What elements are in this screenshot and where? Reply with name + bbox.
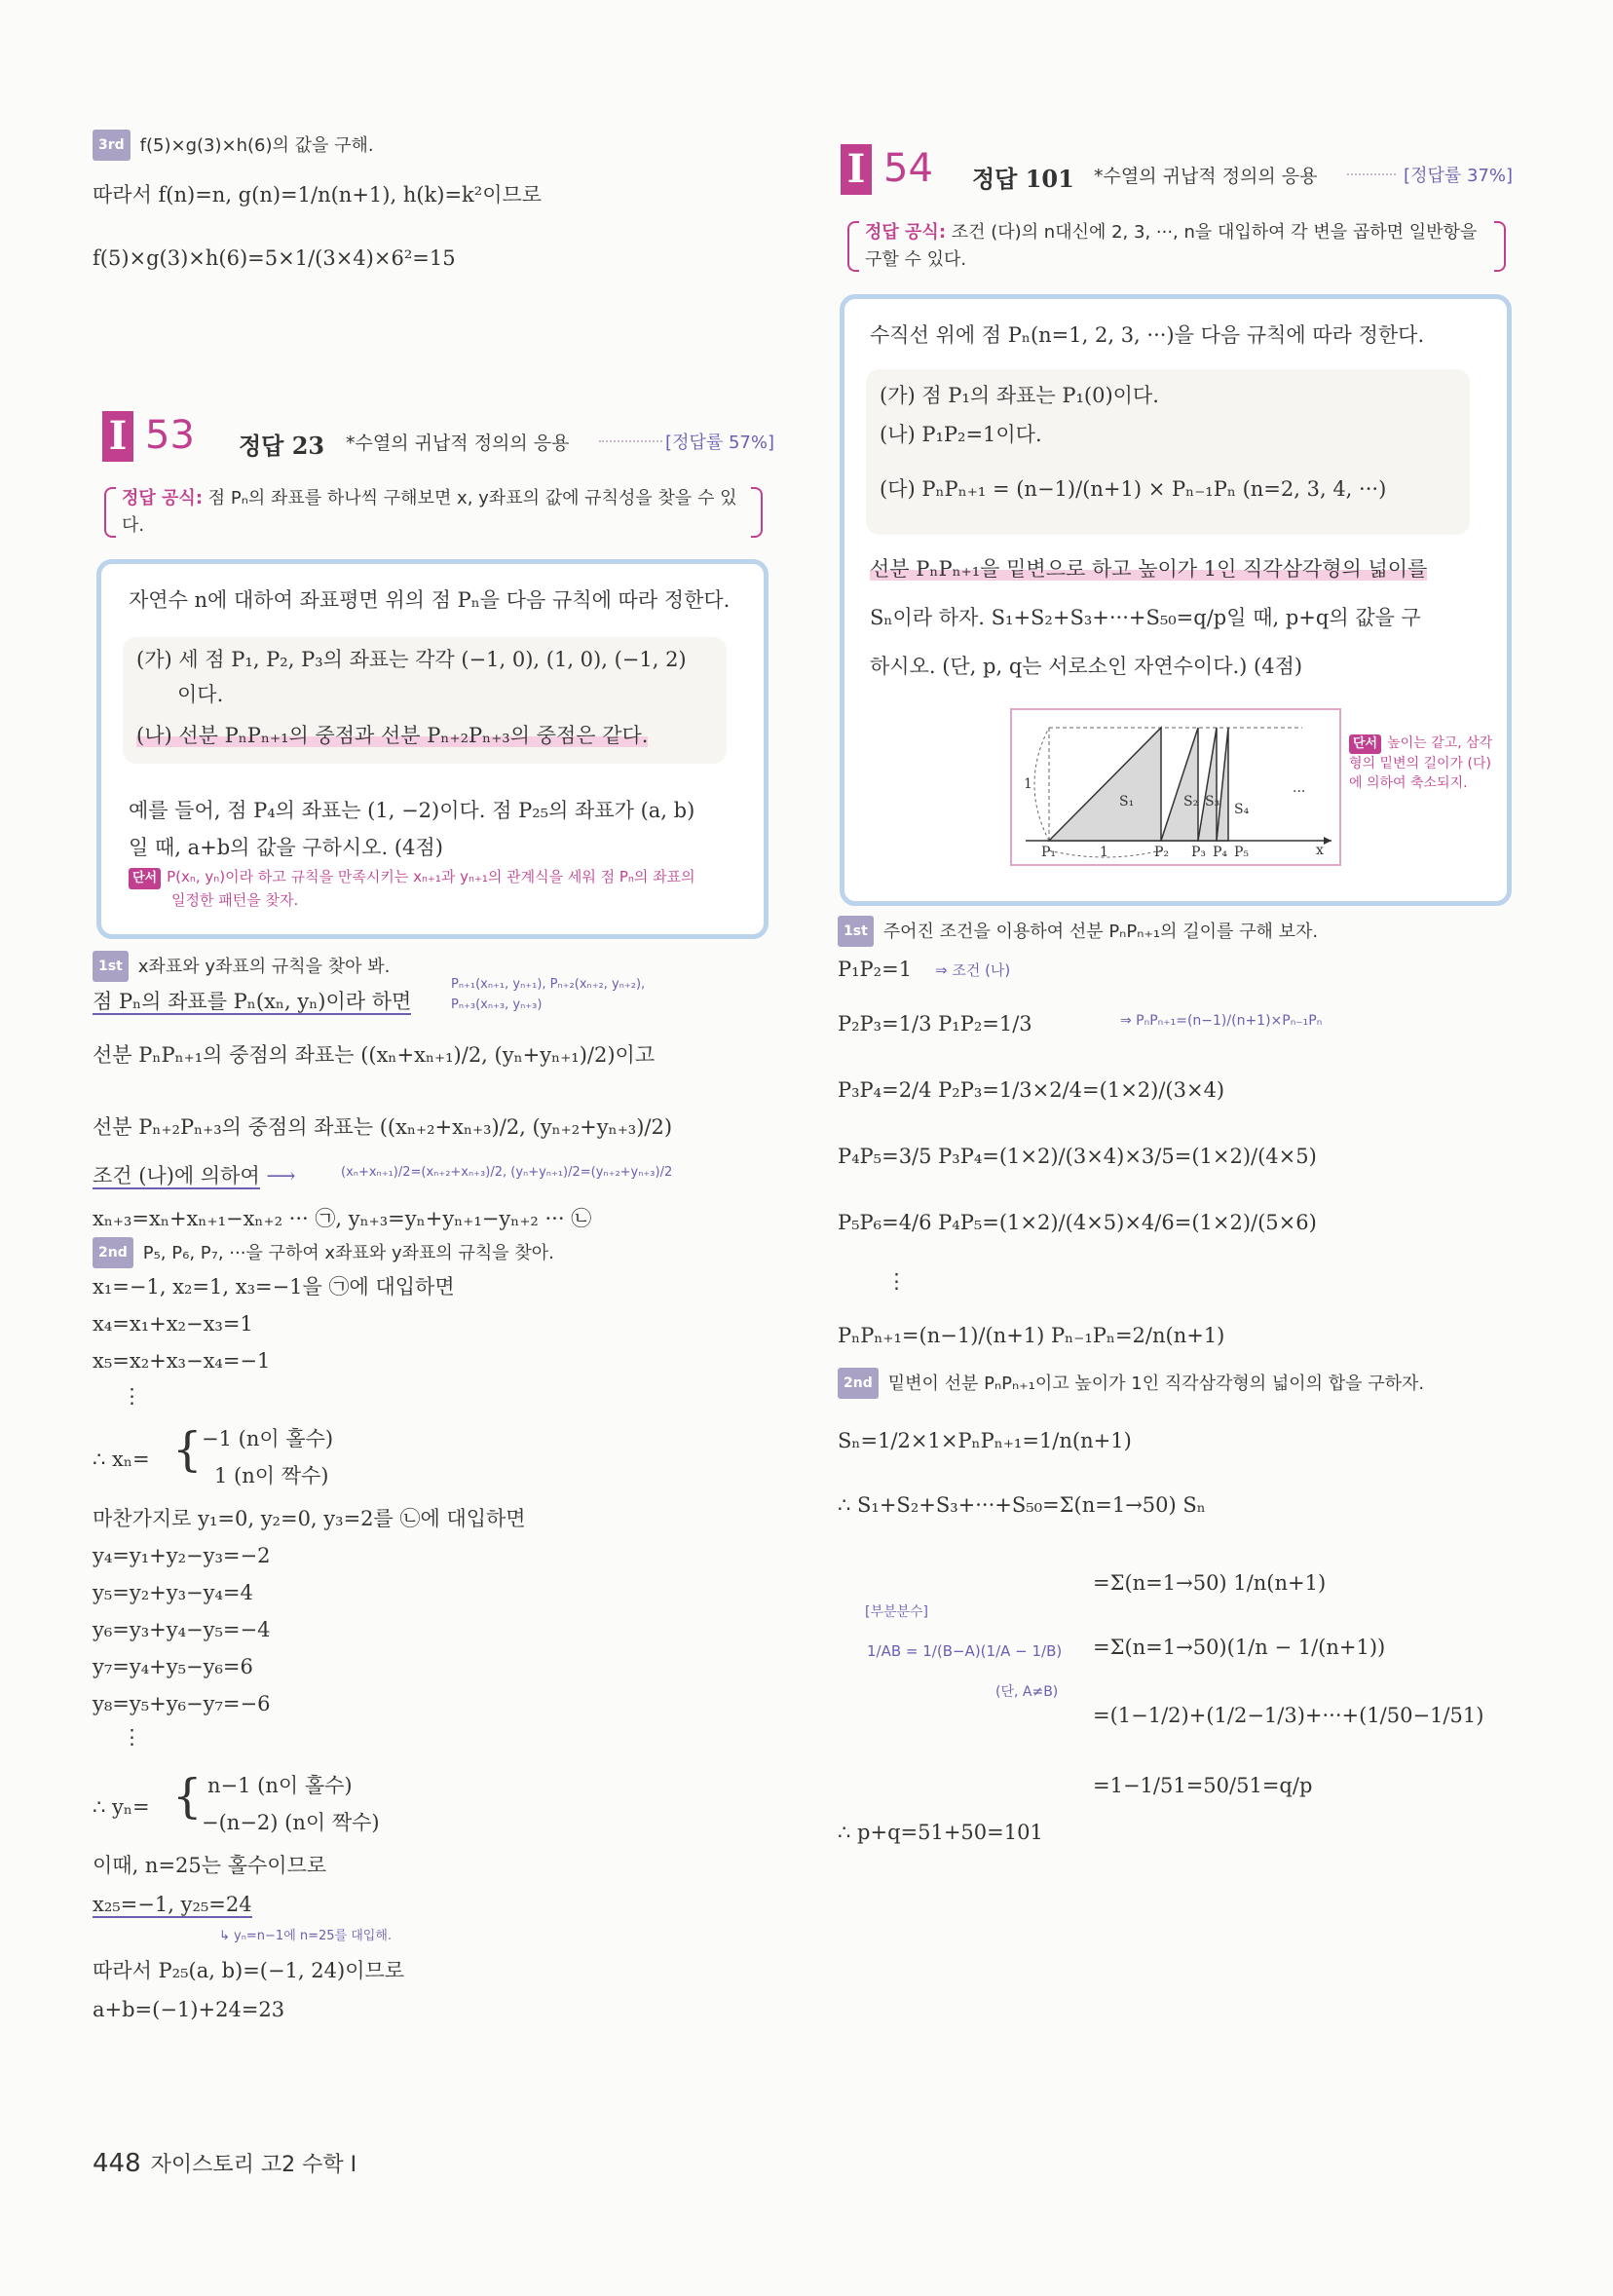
solution-line: P₁P₂=1 xyxy=(838,958,913,981)
side-note: Pₙ₊₁(xₙ₊₁, yₙ₊₁), Pₙ₊₂(xₙ₊₂, yₙ₊₂), xyxy=(451,977,646,992)
accuracy-rate: [정답률 37%] xyxy=(1404,166,1513,186)
condition-na: (나) 선분 PₙPₙ₊₁의 중점과 선분 Pₙ₊₂Pₙ₊₃의 중점은 같다. xyxy=(136,724,649,747)
accuracy-rate: [정답률 57%] xyxy=(665,433,774,453)
condition-ga: (가) 점 P₁의 좌표는 P₁(0)이다. xyxy=(880,384,1159,407)
fig-label: 1 xyxy=(1100,845,1108,860)
question-body: 일 때, a+b의 값을 구하시오. (4점) xyxy=(129,836,443,859)
bracket xyxy=(1494,221,1506,272)
problem-54-header xyxy=(841,144,1513,199)
answer-label: 정답 101 xyxy=(972,165,1074,193)
case-line: 1 (n이 짝수) xyxy=(214,1464,329,1487)
fig-label: S₄ xyxy=(1234,802,1250,817)
case-line: −1 (n이 홀수) xyxy=(202,1427,334,1450)
unit-badge: I xyxy=(841,144,872,195)
condition-ga-cont: 이다. xyxy=(177,683,224,706)
solution-line: P₃P₄=2/4 P₂P₃=1/3×2/4=(1×2)/(3×4) xyxy=(838,1078,1225,1102)
solution-line: 조건 (나)에 의하여 ⟶ xyxy=(93,1164,296,1187)
question-body: 예를 들어, 점 P₄의 좌표는 (1, −2)이다. 점 P₂₅의 좌표가 (a, b) xyxy=(129,799,695,822)
question-body: 하시오. (단, p, q는 서로소인 자연수이다.) (4점) xyxy=(870,655,1303,678)
solution-line: 마찬가지로 y₁=0, y₂=0, y₃=2를 ㉡에 대입하면 xyxy=(93,1507,526,1530)
solution-line: x₂₅=−1, y₂₅=24 xyxy=(93,1893,252,1916)
case-line: −(n−2) (n이 짝수) xyxy=(202,1811,380,1834)
solution-line: y₆=y₃+y₄−y₅=−4 xyxy=(93,1618,271,1641)
unit-badge: I xyxy=(102,411,133,462)
step-2nd: 2nd P₅, P₆, P₇, ···을 구하여 x좌표와 y좌표의 규칙을 찾아. xyxy=(93,1237,554,1268)
page-number: 448 xyxy=(93,2149,141,2178)
fig-label: ··· xyxy=(1293,784,1306,800)
solution-line: ∴ S₁+S₂+S₃+···+S₅₀=Σ(n=1→50) Sₙ xyxy=(838,1493,1206,1517)
side-note: ↳ yₙ=n−1에 n=25를 대입해. xyxy=(219,1929,393,1943)
partial-fraction-cond: (단, A≠B) xyxy=(995,1684,1059,1700)
fig-label: P₂ xyxy=(1154,845,1170,860)
solution-line: P₄P₅=3/5 P₃P₄=(1×2)/(3×4)×3/5=(1×2)/(4×5) xyxy=(838,1145,1317,1168)
side-note: (xₙ+xₙ₊₁)/2=(xₙ₊₂+xₙ₊₃)/2, (yₙ+yₙ₊₁)/2=(yₙ₊₂+yₙ₊₃)/2 xyxy=(341,1165,673,1180)
vdots: ⋮ xyxy=(122,1384,142,1408)
final-answer: a+b=(−1)+24=23 xyxy=(93,1998,285,2021)
step-1st: 1st x좌표와 y좌표의 규칙을 찾아 봐. xyxy=(93,951,390,982)
hint-tip: 단서 높이는 같고, 삼각형의 밑변의 길이가 (다)에 의하여 축소되지. xyxy=(1349,735,1493,791)
solution-line: ∴ xₙ= xyxy=(93,1448,150,1471)
solution-line: =1−1/51=50/51=q/p xyxy=(1093,1774,1313,1797)
answer-formula: 정답 공식: 조건 (다)의 n대신에 2, 3, ···, n을 대입하여 각 변을 곱하면 일반항을 구할 수 있다. xyxy=(865,219,1488,274)
problem-53-header xyxy=(102,411,774,466)
condition-da: (다) PₙPₙ₊₁ = (n−1)/(n+1) × Pₙ₋₁Pₙ (n=2, 3, 4, ···) xyxy=(880,477,1387,501)
solution-line: P₅P₆=4/6 P₄P₅=(1×2)/(4×5)×4/6=(1×2)/(5×6) xyxy=(838,1211,1317,1234)
solution-line: f(5)×g(3)×h(6)=5×1/(3×4)×6²=15 xyxy=(93,246,456,270)
figure-labels xyxy=(1010,708,1341,866)
fig-label: S₃ xyxy=(1205,794,1220,809)
dot-leader xyxy=(599,440,662,442)
dot-leader xyxy=(1347,173,1396,175)
step-3rd: 3rd f(5)×g(3)×h(6)의 값을 구해. xyxy=(93,130,374,161)
solution-line: y₈=y₅+y₆−y₇=−6 xyxy=(93,1692,271,1715)
step-2nd: 2nd 밑변이 선분 PₙPₙ₊₁이고 높이가 1인 직각삼각형의 넓이의 합을 구하자. xyxy=(838,1368,1424,1399)
topic-label: *수열의 귀납적 정의의 응용 xyxy=(1094,166,1318,187)
vdots: ⋮ xyxy=(886,1269,907,1293)
solution-line: x₁=−1, x₂=1, x₃=−1을 ㉠에 대입하면 xyxy=(93,1275,455,1299)
fig-label: S₂ xyxy=(1183,794,1199,809)
answer-formula: 정답 공식: 점 Pₙ의 좌표를 하나씩 구해보면 x, y좌표의 값에 규칙성을 찾을 수 있다. xyxy=(122,485,745,540)
hint-tip: 단서 P(xₙ, yₙ)이라 하고 규칙을 만족시키는 xₙ₊₁과 yₙ₊₁의 관계식을 세워 점 Pₙ의 좌표의 일정한 패턴을 찾자. xyxy=(129,866,752,911)
solution-line: x₅=x₂+x₃−x₄=−1 xyxy=(93,1349,271,1373)
conditions-box xyxy=(123,637,727,764)
bracket xyxy=(751,487,763,538)
fig-label: P₁ xyxy=(1041,845,1057,860)
fig-label: S₁ xyxy=(1119,794,1135,809)
question-box-54 xyxy=(840,294,1512,906)
partial-fraction-formula: 1/AB = 1/(B−A)(1/A − 1/B) xyxy=(867,1642,1063,1660)
fig-label: P₃ xyxy=(1191,845,1207,860)
solution-line: ∴ yₙ= xyxy=(93,1795,150,1819)
solution-line: y₅=y₂+y₃−y₄=4 xyxy=(93,1581,253,1604)
condition-ga: (가) 세 점 P₁, P₂, P₃의 좌표는 각각 (−1, 0), (1, 0), (−1, 2) xyxy=(136,648,687,671)
solution-line: xₙ₊₃=xₙ+xₙ₊₁−xₙ₊₂ ··· ㉠, yₙ₊₃=yₙ+yₙ₊₁−yₙ₊₂ ··· ㉡ xyxy=(93,1207,592,1230)
final-answer: ∴ p+q=51+50=101 xyxy=(838,1821,1043,1844)
solution-line: =Σ(n=1→50)(1/n − 1/(n+1)) xyxy=(1093,1636,1386,1659)
solution-line: 따라서 f(n)=n, g(n)=1/n(n+1), h(k)=k²이므로 xyxy=(93,183,543,207)
problem-number: 54 xyxy=(883,146,933,191)
solution-line: x₄=x₁+x₂−x₃=1 xyxy=(93,1312,253,1336)
fig-label: P₅ xyxy=(1234,845,1250,860)
problem-number: 53 xyxy=(145,413,195,458)
solution-line: =Σ(n=1→50) 1/n(n+1) xyxy=(1093,1571,1327,1595)
topic-label: *수열의 귀납적 정의의 응용 xyxy=(346,433,570,454)
partial-fraction-note: [부분분수] xyxy=(865,1604,929,1620)
case-line: n−1 (n이 홀수) xyxy=(207,1774,353,1797)
page-footer xyxy=(93,2148,356,2178)
bracket xyxy=(104,487,116,538)
solution-line: 선분 PₙPₙ₊₁의 중점의 좌표는 ((xₙ+xₙ₊₁)/2, (yₙ+yₙ₊₁)/2)이고 xyxy=(93,1043,656,1067)
solution-line: Sₙ=1/2×1×PₙPₙ₊₁=1/n(n+1) xyxy=(838,1429,1132,1452)
question-body: 선분 PₙPₙ₊₁을 밑변으로 하고 높이가 1인 직각삼각형의 넓이를 xyxy=(870,557,1428,581)
solution-line: 점 Pₙ의 좌표를 Pₙ(xₙ, yₙ)이라 하면 xyxy=(93,990,412,1013)
side-note: ⇒ 조건 (나) xyxy=(935,961,1011,979)
side-note: ⇒ PₙPₙ₊₁=(n−1)/(n+1)×Pₙ₋₁Pₙ xyxy=(1120,1013,1323,1029)
condition-na: (나) P₁P₂=1이다. xyxy=(880,423,1042,446)
book-title: 자이스토리 고2 수학 I xyxy=(150,2153,357,2177)
question-box-53 xyxy=(96,559,769,939)
solution-line: 선분 Pₙ₊₂Pₙ₊₃의 중점의 좌표는 ((xₙ₊₂+xₙ₊₃)/2, (yₙ₊₂+yₙ₊₃)/2) xyxy=(93,1115,673,1139)
step-1st: 1st 주어진 조건을 이용하여 선분 PₙPₙ₊₁의 길이를 구해 보자. xyxy=(838,916,1318,947)
brace: { xyxy=(172,1422,203,1477)
fig-label: P₄ xyxy=(1213,845,1228,860)
question-intro: 자연수 n에 대하여 좌표평면 위의 점 Pₙ을 다음 규칙에 따라 정한다. xyxy=(129,588,731,612)
fig-label: 1 xyxy=(1024,776,1032,792)
solution-line: y₇=y₄+y₅−y₆=6 xyxy=(93,1655,253,1678)
question-intro: 수직선 위에 점 Pₙ(n=1, 2, 3, ···)을 다음 규칙에 따라 정한다. xyxy=(870,323,1425,347)
solution-line: 이때, n=25는 홀수이므로 xyxy=(93,1854,327,1877)
answer-label: 정답 23 xyxy=(239,432,325,460)
solution-line: =(1−1/2)+(1/2−1/3)+···+(1/50−1/51) xyxy=(1093,1704,1484,1727)
vdots: ⋮ xyxy=(122,1725,142,1749)
solution-line: y₄=y₁+y₂−y₃=−2 xyxy=(93,1544,271,1567)
brace: { xyxy=(172,1769,203,1824)
solution-line: 따라서 P₂₅(a, b)=(−1, 24)이므로 xyxy=(93,1959,405,1982)
bracket xyxy=(847,221,859,272)
side-note: Pₙ₊₃(xₙ₊₃, yₙ₊₃) xyxy=(451,997,543,1012)
conditions-box xyxy=(866,369,1470,535)
solution-line: PₙPₙ₊₁=(n−1)/(n+1) Pₙ₋₁Pₙ=2/n(n+1) xyxy=(838,1324,1225,1347)
step-badge: 3rd xyxy=(93,130,131,161)
fig-label: x xyxy=(1316,843,1324,858)
solution-line: P₂P₃=1/3 P₁P₂=1/3 xyxy=(838,1012,1032,1035)
question-body: Sₙ이라 하자. S₁+S₂+S₃+···+S₅₀=q/p일 때, p+q의 값을 구 xyxy=(870,606,1421,629)
